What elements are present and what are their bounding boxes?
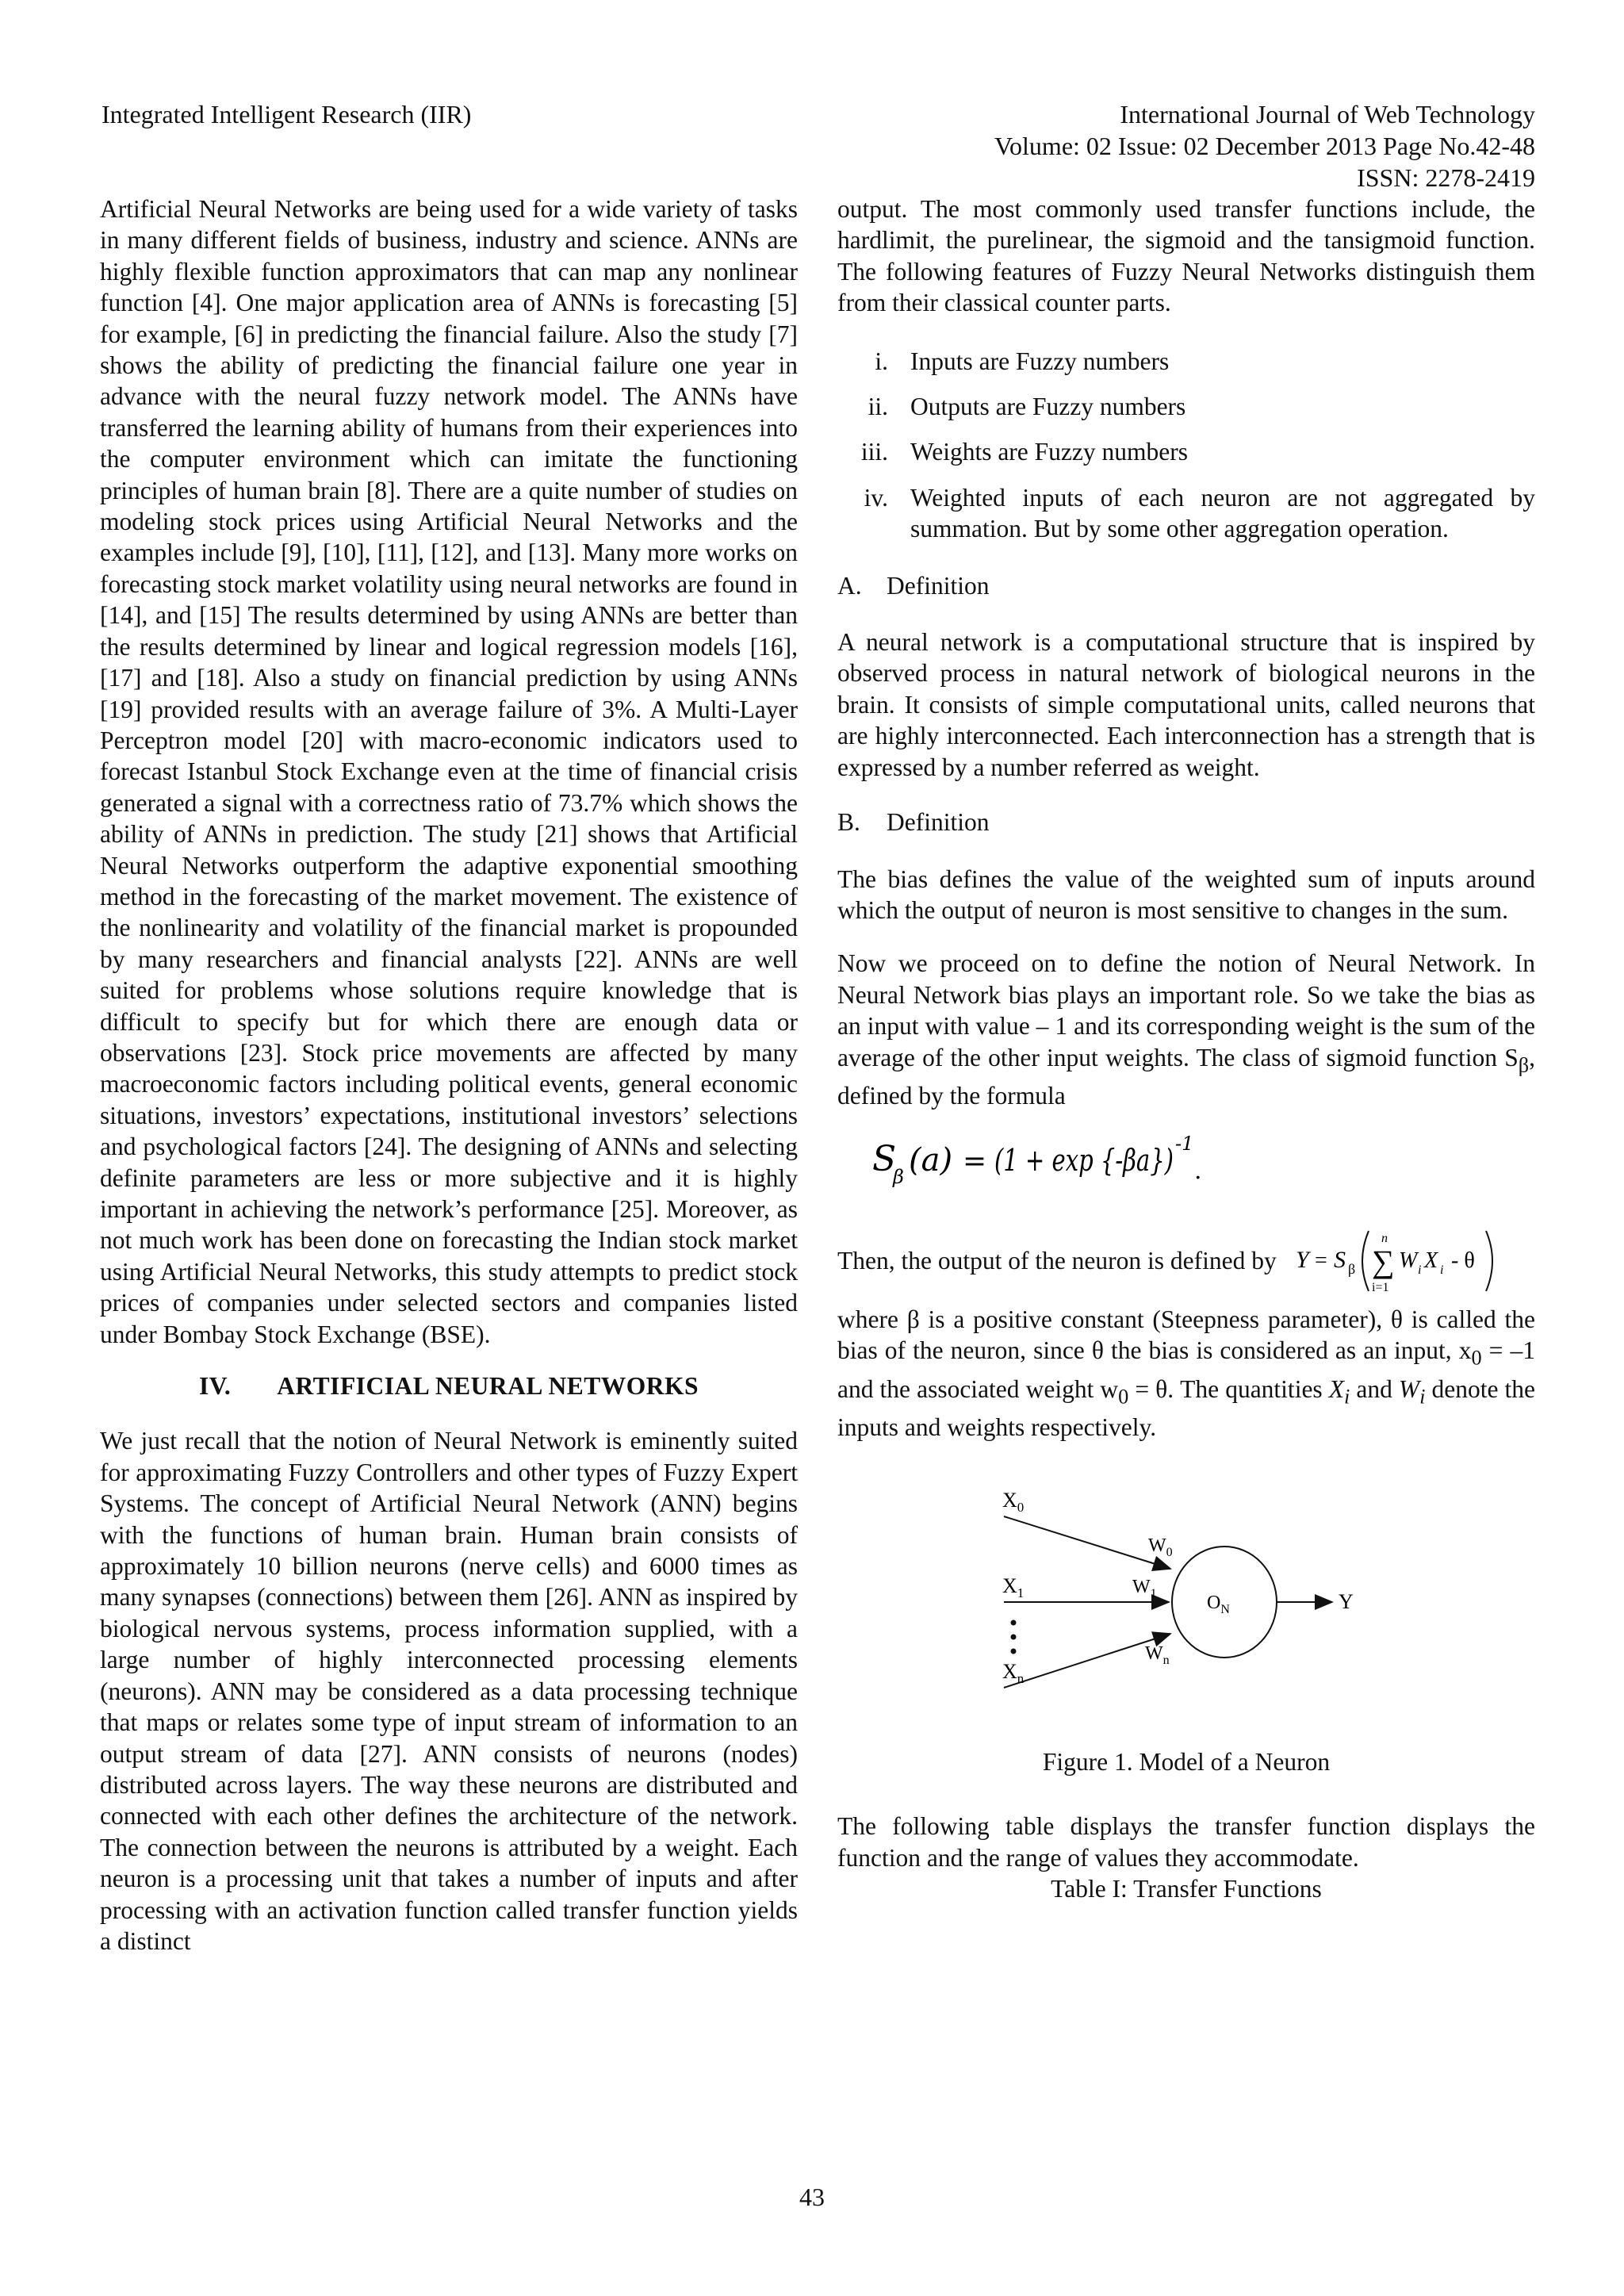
ann-paragraph: We just recall that the notion of Neural Network is eminently suited for approximating Fuzzy Controllers and other types of Fuzzy Expert Systems. The concept of Artificial Neural Network (ANN) begins with the functions of human brain. Human brain consists of approximately 10 billion neurons (nerve cells) and 6000 times as many synapses (connections) between them [26]. ANN as inspired by biological nervous systems, process information supplied, with a large number of highly interconnected processing elements (neurons). ANN may be considered as a data processing technique that maps or relates some type of input stream of information to an output stream of data [27]. ANN consists of neurons (nodes) distributed across layers. The way these neurons are distributed and connected with each other defines the architecture of the network. The connection between the neurons is attributed by a weight. Each neuron is a processing unit that takes a number of inputs and after processing with an activation function called transfer function yields a distinct xyxy=(100,1427,798,1955)
weight-w0-label: $W_0$ xyxy=(1148,1535,1173,1559)
where-text-4: denote the inputs and weights respectively. xyxy=(837,1374,1536,1442)
sigma-lower: i=1 xyxy=(1371,1280,1389,1294)
where-text-1: where β is a positive constant (Steepness parameter), θ is called the bias of the neuron, since θ the bias is considered as an input, x xyxy=(837,1305,1535,1365)
table-intro-paragraph: The following table displays the transfer function displays the function and the range of values they accommodate. xyxy=(837,1812,1535,1872)
list-item-text: Inputs are Fuzzy numbers xyxy=(910,347,1170,375)
intro-paragraph: Artificial Neural Networks are being used for a wide variety of tasks in many different fields of business, industry and science. ANNs are highly flexible function approximators that can map any nonlinear function [4]. One major application area of ANNs is forecasting [5] for example, [6] in predicting the financial failure. Also the study [7] shows the ability of predicting the financial failure one year in advance with the neural fuzzy network model. The ANNs have transferred the learning ability of humans from their experiences into the computer environment which can imitate the functioning principles of human brain [8]. There are a quite number of studies on modeling stock prices using Artificial Neural Networks and the examples include [9], [10], [11], [12], and [13]. Many more works on forecasting stock market volatility using neural networks are found in [14], and [15] The results determined by using ANNs are better than the results determined by linear and logical regression models [16], [17] and [18]. Also a study on financial prediction by using ANNs [19] provided results with an average failure of 3%. A Multi-Layer Perceptron model [20] with macro-economic indicators used to forecast Istanbul Stock Exchange even at the time of financial crisis generated a signal with a correctness ratio of 73.7% which shows the ability of ANNs in prediction. The study [21] shows that Artificial Neural Networks outperform the adaptive exponential smoothing method in the forecasting of the market movement. The existence of the nonlinearity and volatility of the financial market is propounded by many researchers and financial analysts [22]. ANNs are well suited for problems whose solutions require knowledge that is difficult to specify but for which there are enough data or observations [23]. Stock price movements are affected by many macroeconomic factors including political events, general economic situations, investors’ expectations, institutional investors’ selections and psychological factors [24]. The designing of ANNs and selecting definite parameters are less or more subjective and it is highly important in achieving the network’s performance [25]. Moreover, as not much work has been done on forecasting the Indian stock market using Artificial Neural Networks, this study attempts to predict stock prices of companies under selected sectors and companies listed under Bombay Stock Exchange (BSE). xyxy=(100,195,798,1348)
output-w-sub: i xyxy=(1417,1263,1422,1277)
section-heading xyxy=(100,1370,798,1401)
formula-rhs: (1 + exp {-βa}) xyxy=(994,1142,1174,1178)
journal-title: International Journal of Web Technology xyxy=(1120,100,1535,128)
formula-s: S xyxy=(872,1138,897,1179)
where-and: and xyxy=(1350,1374,1399,1403)
page-number: 43 xyxy=(799,2183,825,2211)
where-sub-w0: 0 xyxy=(1118,1385,1129,1409)
neuron-model-figure xyxy=(837,1480,1535,1742)
output-x: X xyxy=(1423,1248,1438,1273)
sigmoid-formula xyxy=(837,1112,1535,1209)
ellipsis-dot xyxy=(1011,1634,1017,1639)
nn-text-2: , defined by the formula xyxy=(837,1043,1535,1110)
ellipsis-dot xyxy=(1011,1648,1017,1654)
ellipsis-dot xyxy=(1011,1619,1017,1625)
list-item-number: iv. xyxy=(864,483,888,512)
neuron-node-label: $O_N$ xyxy=(1207,1592,1230,1616)
section-title: ARTIFICIAL NEURAL NETWORKS xyxy=(277,1372,699,1401)
sigma-upper: n xyxy=(1381,1231,1388,1245)
where-w-sub: i xyxy=(1419,1385,1426,1409)
where-x-var: X xyxy=(1328,1374,1344,1403)
neuron-diagram xyxy=(837,1480,1535,1742)
input-x1-label: $X_1$ xyxy=(1002,1573,1025,1600)
definition-a-title: Definition xyxy=(887,571,990,600)
input-xn-label: $X_n$ xyxy=(1002,1659,1025,1686)
output-eq: = xyxy=(1314,1248,1327,1273)
definition-a-text: A neural network is a computational structure that is inspired by observed process in natural network of biological neurons in the brain. It consists of simple computational units, called neurons that are highly interconnected. Each interconnection has a strength that is expressed by a number referred as weight. xyxy=(837,628,1535,781)
definition-b-title: Definition xyxy=(887,808,990,837)
where-text-2: = –1 and the associated weight w xyxy=(837,1336,1536,1403)
list-item-number: i. xyxy=(875,347,888,375)
left-paren xyxy=(1362,1231,1369,1291)
running-header-right xyxy=(994,98,1535,194)
issn: ISSN: 2278-2419 xyxy=(1357,163,1535,192)
input-x0-label: $X_0$ xyxy=(1002,1488,1025,1515)
formula-dot: . xyxy=(1194,1156,1202,1185)
sigma-symbol: ∑ xyxy=(1371,1243,1395,1279)
where-paragraph xyxy=(837,1304,1535,1443)
table-title: Table I: Transfer Functions xyxy=(1051,1875,1322,1903)
list-item-text: Outputs are Fuzzy numbers xyxy=(910,393,1186,421)
section-number: IV. xyxy=(198,1372,232,1401)
definition-b-label: B. xyxy=(837,808,860,837)
output-w: W xyxy=(1398,1248,1418,1273)
list-item xyxy=(837,346,1535,377)
list-item xyxy=(837,482,1535,545)
formula-a: (a) xyxy=(909,1141,953,1179)
running-header-left: Integrated Intelligent Research (IIR) xyxy=(102,100,472,128)
definition-a-heading xyxy=(837,570,1535,601)
output-beta: β xyxy=(1347,1260,1355,1277)
list-item-number: ii. xyxy=(868,393,888,421)
definition-b-text: The bias defines the value of the weighted sum of inputs around which the output of neuron is most sensitive to changes in the sum. xyxy=(837,864,1535,924)
output-y-label: Y xyxy=(1339,1589,1354,1613)
neural-network-paragraph xyxy=(837,948,1535,1111)
nn-text-1: Now we proceed on to define the notion of Neural Network. In Neural Network bias plays an important role. So we take the bias as an input with value – 1 and its corresponding weight is the sum of the average of the other input weights. The class of sigmoid function S xyxy=(837,949,1535,1071)
where-sub-x0: 0 xyxy=(1471,1346,1482,1370)
output-s: S xyxy=(1333,1246,1346,1273)
list-item xyxy=(837,391,1535,422)
weight-w1-label: $W_1$ xyxy=(1132,1576,1157,1600)
nn-subscript: β xyxy=(1518,1052,1530,1076)
output-formula xyxy=(1293,1223,1499,1299)
transfer-functions-paragraph: output. The most commonly used transfer functions include, the hardlimit, the purelinear, the sigmoid and the tansigmoid function. The following features of Fuzzy Neural Networks distinguish them from their classical counter parts. xyxy=(837,195,1535,317)
neuron-node xyxy=(1172,1547,1277,1658)
right-paren xyxy=(1486,1231,1492,1291)
left-column xyxy=(100,194,798,1957)
sigmoid-formula-svg xyxy=(869,1126,1202,1198)
where-x-sub: i xyxy=(1344,1385,1350,1409)
output-intro-text: Then, the output of the neuron is defined by xyxy=(837,1246,1277,1274)
list-item xyxy=(837,436,1535,467)
output-y: Y xyxy=(1295,1246,1309,1273)
output-minus-theta: - θ xyxy=(1450,1248,1475,1273)
list-item-text: Weighted inputs of each neuron are not aggregated by summation. But by some other aggregation operation. xyxy=(910,483,1535,543)
where-w-var: W xyxy=(1398,1374,1420,1403)
formula-beta: β xyxy=(893,1165,904,1188)
formula-exp: -1 xyxy=(1175,1132,1194,1155)
right-column xyxy=(837,194,1535,1904)
definition-a-label: A. xyxy=(837,571,862,600)
output-definition-row xyxy=(837,1223,1535,1299)
features-list xyxy=(837,346,1535,545)
figure-caption: Figure 1. Model of a Neuron xyxy=(1042,1747,1331,1776)
weight-wn-label: $W_n$ xyxy=(1145,1642,1170,1667)
formula-eq: = xyxy=(963,1144,987,1178)
where-text-3: = θ. The quantities xyxy=(1128,1374,1329,1403)
output-x-sub: i xyxy=(1439,1263,1444,1277)
list-item-text: Weights are Fuzzy numbers xyxy=(910,438,1188,466)
volume-issue: Volume: 02 Issue: 02 December 2013 Page No.42-48 xyxy=(994,132,1535,160)
list-item-number: iii. xyxy=(860,438,888,466)
input-x0-arrow xyxy=(1004,1516,1170,1569)
definition-b-heading xyxy=(837,807,1535,838)
